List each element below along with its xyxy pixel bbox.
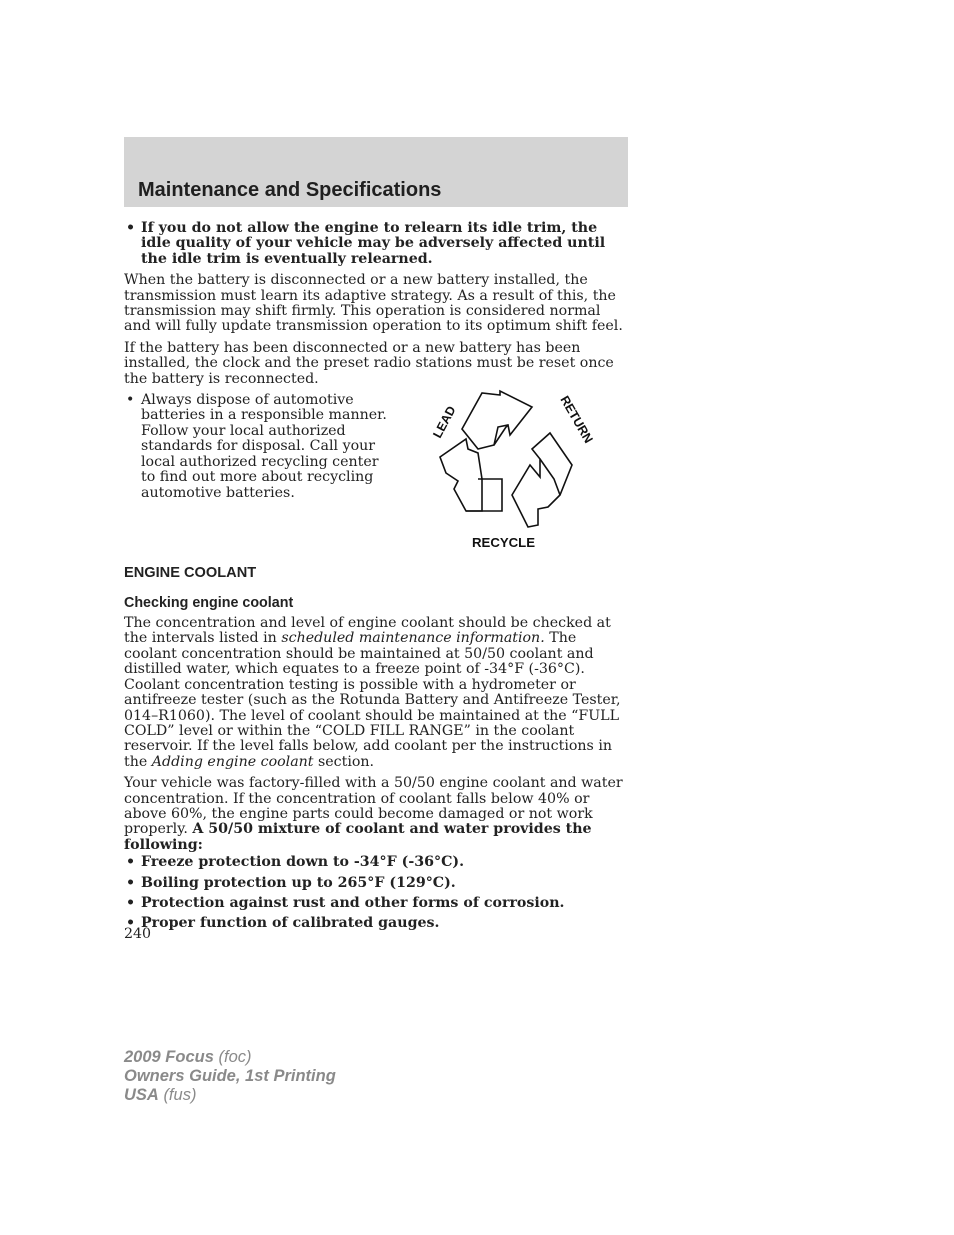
battery-disposal-block — [124, 393, 628, 565]
page-content — [124, 221, 628, 937]
list-item: • Freeze protection down to -34°F (-36°C). — [124, 855, 628, 870]
battery-disposal-bullet: • Always dispose of automotive batteries in a responsible manner. Follow your local authorized standards for disposal. Call your local authorized recycling center to find out more about recycling automotive batteries. — [124, 393, 393, 501]
document-footer — [124, 1048, 336, 1104]
list-item: • Proper function of calibrated gauges. — [124, 916, 628, 931]
battery-reset-paragraph: If the battery has been disconnected or a new battery has been installed, the clock and the preset radio stations must be reset once the battery is reconnected. — [124, 339, 614, 387]
checking-coolant-subheading: Checking engine coolant — [124, 595, 294, 612]
list-item: • Boiling protection up to 265°F (129°C). — [124, 876, 628, 891]
list-item: • Protection against rust and other forms of corrosion. — [124, 896, 628, 911]
adding-coolant-reference: Adding engine coolant — [151, 753, 314, 770]
coolant-text-3: section. — [313, 753, 375, 770]
footer-market-code: (fus) — [163, 1085, 197, 1104]
recycle-label-bottom: RECYCLE — [472, 535, 536, 551]
coolant-check-paragraph — [124, 616, 628, 770]
engine-coolant-heading: ENGINE COOLANT — [124, 565, 257, 582]
coolant-text-1: The concentration and level of engine coolant should be checked at the intervals listed in — [124, 615, 611, 647]
idle-trim-warning-bullet: • If you do not allow the engine to relearn its idle trim, the idle quality of your vehicle may be adversely affected until the idle trim is eventually relearned. — [124, 221, 628, 267]
factory-fill-paragraph — [124, 776, 628, 853]
footer-guide-edition: Owners Guide, 1st Printing — [124, 1066, 336, 1085]
page-number: 240 — [124, 926, 152, 942]
scheduled-maintenance-reference: scheduled maintenance information. — [281, 630, 545, 647]
coolant-benefits-list — [124, 855, 628, 932]
factory-fill-text: Your vehicle was factory-filled with a 50/50 engine coolant and water concentration. If the concentration of coolant falls below 40% or above 60%, the engine parts could become damaged or not work properly. — [124, 775, 623, 838]
mixture-benefits-intro: A 50/50 mixture of coolant and water provides the following: — [124, 821, 592, 853]
recycle-arrows-icon — [420, 387, 604, 557]
recycle-label-left: LEAD — [430, 403, 459, 441]
footer-model: 2009 Focus — [124, 1048, 214, 1066]
section-title: Maintenance and Specifications — [138, 179, 442, 201]
section-header-band — [124, 137, 628, 207]
transmission-paragraph: When the battery is disconnected or a new battery installed, the transmission must learn its adaptive strategy. As a result of this, the transmission may shift firmly. This operation is considered normal and will fully update transmission operation to its optimum shift feel. — [124, 272, 623, 335]
coolant-text-2: The coolant concentration should be maintained at 50/50 coolant and distilled water, which equates to a freeze point of -34°F (-36°C). Coolant concentration testing is possible with a hydrometer or antifreeze tester (such as the Rotunda Battery and Antifreeze Tester, 014–R1060). The level of coolant should be maintained at the “FULL COLD” level or within the “COLD FILL RANGE” in the coolant reservoir. If the level falls below, add coolant per the instructions in the — [124, 630, 621, 770]
footer-market: USA — [124, 1085, 159, 1104]
recycle-label-right: RETURN — [557, 393, 596, 446]
footer-model-code: (foc) — [218, 1048, 252, 1066]
